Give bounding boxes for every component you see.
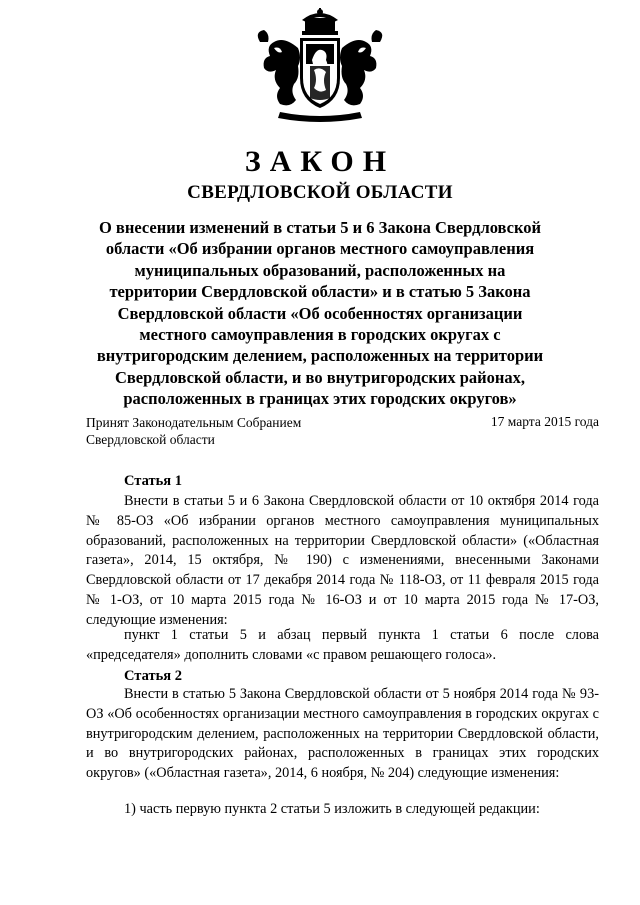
- article1-title: Статья 1: [124, 473, 182, 489]
- document-subtitle: СВЕРДЛОВСКОЙ ОБЛАСТИ: [187, 182, 453, 203]
- coat-of-arms-emblem: [250, 8, 390, 126]
- article2-title: Статья 2: [124, 668, 182, 684]
- document-title: ЗАКОН: [244, 145, 396, 178]
- article1-paragraph1: Внести в статьи 5 и 6 Закона Свердловской области от 10 октября 2014 года № 85-ОЗ «Об избрании органов местного самоуправления муниципальных образований, расположенных на территории Свердловской области» («Областная газета», 2014, 15 октября, № 190) с изменениями, внесенными Законами Свердловской области от 17 декабря 2014 года № 118-ОЗ, от 11 февраля 2015 года № 1-ОЗ, от 10 марта 2015 года № 16-ОЗ и от 10 марта 2015 года № 17-ОЗ, следующие изменения:: [86, 493, 599, 628]
- adopted-by-line2: Свердловской области: [86, 432, 215, 447]
- law-heading: О внесении изменений в статьи 5 и 6 Закона Свердловской области «Об избрании органов местного самоуправления муниципальных образований, расположенных на территории Свердловской области» и в статью 5 Закона Свердловской области «Об особенностях организации местного самоуправления в городских округах с внутригородским делением, расположенных на территории Свердловской области, и во внутригородских районах, расположенных в границах этих городских округов»: [96, 218, 544, 409]
- article1-paragraph2: пункт 1 статьи 5 и абзац первый пункта 1 статьи 6 после слова «председателя» дополнить словами «с правом решающего голоса».: [86, 627, 599, 663]
- article2-paragraph1: Внести в статью 5 Закона Свердловской области от 5 ноября 2014 года № 93-ОЗ «Об особенностях организации местного самоуправления в городских округах с внутригородским делением, расположенных на территории Свердловской области, и во внутригородских районах, расположенных в границах этих городских округов» («Областная газета», 2014, 6 ноября, № 204) следующие изменения:: [86, 686, 599, 782]
- adopted-by: [86, 414, 301, 448]
- article2-paragraph2: 1) часть первую пункта 2 статьи 5 изложить в следующей редакции:: [124, 801, 540, 817]
- adoption-date: 17 марта 2015 года: [490, 414, 599, 429]
- adopted-by-line1: Принят Законодательным Собранием: [86, 415, 302, 430]
